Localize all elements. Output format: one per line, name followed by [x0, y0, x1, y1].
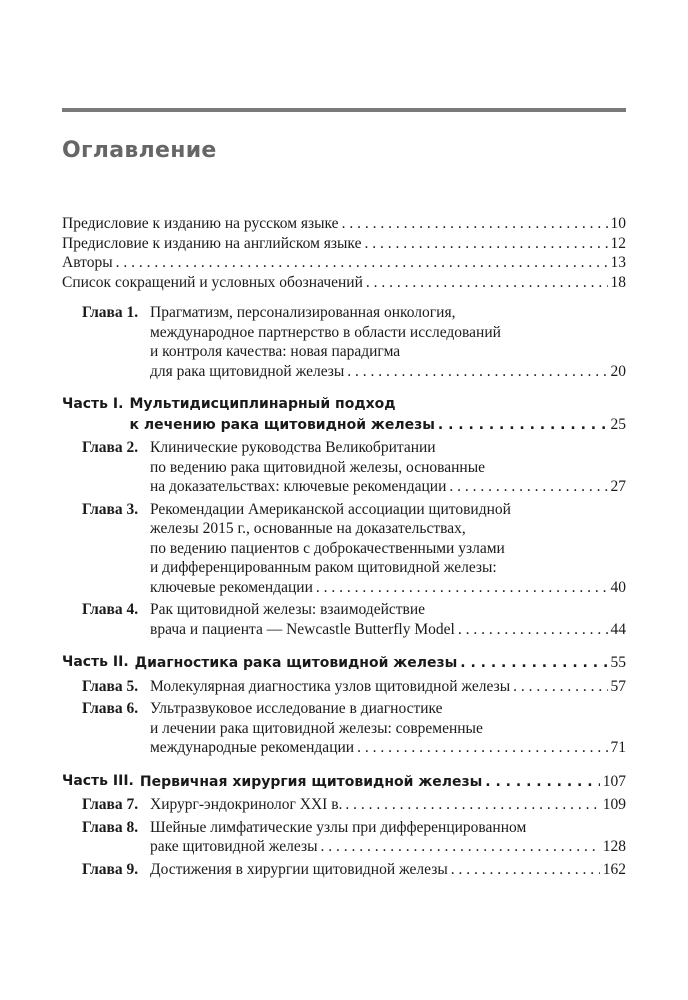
dot-leader: [345, 795, 599, 815]
entry-last-line: [135, 653, 626, 674]
entry-last-line: [129, 415, 626, 436]
entry-body: [62, 214, 626, 234]
page-number: 25: [610, 415, 626, 433]
chapter-entry[interactable]: [62, 438, 626, 497]
entry-title-line: Хирург-эндокринолог XXI в.: [150, 796, 343, 813]
entry-title-line: Достижения в хирургии щитовидной железы: [150, 860, 448, 878]
page-number: 128: [602, 838, 626, 855]
dot-leader: [449, 477, 607, 497]
entry-last-line: [150, 738, 626, 758]
entry-body: [140, 772, 626, 793]
dot-leader: [342, 214, 608, 234]
entry-last-line: [62, 214, 626, 234]
dot-leader: [316, 578, 608, 598]
chapter-entry[interactable]: [62, 677, 626, 697]
page-number: 27: [610, 478, 626, 495]
dot-leader: [451, 860, 600, 880]
page-number: 162: [602, 860, 626, 878]
entry-title-line: раке щитовидной железы: [150, 838, 318, 855]
entry-last-line: [62, 253, 626, 273]
entry-last-line: [150, 795, 626, 815]
page-number: 55: [610, 654, 626, 671]
entry-label: Глава 8.: [82, 818, 139, 836]
entry-label: Часть II.: [62, 654, 129, 670]
page-number: 18: [610, 273, 626, 291]
entry-label: Глава 9.: [82, 860, 139, 878]
dot-leader: [321, 837, 600, 857]
entry-title-line: Клинические руководства Великобритании: [150, 439, 436, 456]
entry-title-line: Список сокращений и условных обозначений: [62, 273, 363, 291]
toc-entry[interactable]: [62, 234, 626, 254]
page-number: 44: [610, 620, 626, 638]
entry-label: Глава 1.: [82, 304, 139, 321]
page-number: 20: [610, 362, 626, 380]
entry-title-line: Мультидисциплинарный подход: [129, 396, 396, 412]
entry-title-line: на доказательствах: ключевые рекомендации: [150, 478, 447, 495]
entry-title-line: Рак щитовидной железы: взаимодействие: [150, 601, 426, 618]
top-rule: [62, 108, 626, 112]
entry-body: [150, 600, 626, 639]
entry-body: [150, 699, 626, 758]
entry-title-line: по ведению пациентов с доброкачественными узлами: [150, 539, 505, 557]
entry-body: [150, 500, 626, 598]
entry-title-line: Предисловие к изданию на английском языке: [62, 234, 362, 252]
entry-last-line: [150, 362, 626, 382]
entry-title-line: и дифференцированным раком щитовидной железы:: [150, 559, 497, 576]
dot-leader: [438, 416, 608, 436]
page-number: 10: [610, 215, 626, 232]
dot-leader: [357, 738, 607, 758]
entry-title-line: по ведению рака щитовидной железы, основанные: [150, 458, 485, 476]
entry-title-line: для рака щитовидной железы: [150, 362, 345, 380]
chapter-entry[interactable]: [62, 818, 626, 857]
dot-leader: [116, 253, 608, 273]
entry-label: Глава 7.: [82, 796, 139, 813]
entry-title-line: Шейные лимфатические узлы при дифференцированном: [150, 818, 527, 836]
chapter-entry[interactable]: [62, 699, 626, 758]
entry-label: Часть I.: [62, 396, 124, 412]
entry-last-line: [150, 477, 626, 497]
chapter-entry[interactable]: [62, 303, 626, 381]
dot-leader: [513, 677, 607, 697]
entry-last-line: [150, 837, 626, 857]
dot-leader: [485, 773, 599, 793]
entry-body: [150, 795, 626, 815]
entry-title-line: Ультразвуковое исследование в диагностике: [150, 700, 443, 717]
entry-title-line: железы 2015 г., основанные на доказательствах,: [150, 520, 466, 537]
entry-title-line: международное партнерство в области исследований: [150, 323, 501, 341]
page-number: 71: [610, 739, 626, 756]
toc-entry[interactable]: [62, 253, 626, 273]
dot-leader: [366, 273, 608, 293]
page-number: 107: [602, 772, 626, 790]
entry-title-line: Прагматизм, персонализированная онкология,: [150, 304, 456, 321]
chapter-entry[interactable]: [62, 500, 626, 598]
dot-leader: [458, 620, 608, 640]
chapter-entry[interactable]: [62, 795, 626, 815]
entry-last-line: [150, 860, 626, 880]
entry-last-line: [150, 677, 626, 697]
entry-title-line: Первичная хирургия щитовидной железы: [139, 773, 483, 790]
entry-label: Глава 2.: [82, 439, 139, 456]
entry-title-line: Молекулярная диагностика узлов щитовидной железы: [150, 677, 511, 695]
entry-title-line: и лечении рака щитовидной железы: современные: [150, 719, 483, 737]
entry-title-line: врача и пациента — Newcastle Butterfly Model: [150, 620, 455, 638]
entry-title-line: международные рекомендации: [150, 739, 355, 756]
entry-body: [150, 818, 626, 857]
page-number: 13: [610, 254, 626, 271]
page-number: 40: [610, 578, 626, 596]
entry-body: [150, 677, 626, 697]
part-entry[interactable]: [62, 653, 626, 674]
entry-last-line: [140, 772, 626, 793]
page-number: 12: [610, 234, 626, 252]
dot-leader: [364, 234, 607, 254]
dot-leader: [347, 362, 607, 382]
toc-entry[interactable]: [62, 214, 626, 234]
chapter-entry[interactable]: [62, 860, 626, 880]
entry-title-line: Авторы: [62, 254, 113, 271]
entry-label: Глава 6.: [82, 700, 139, 717]
entry-body: [129, 395, 626, 435]
entry-body: [150, 303, 626, 381]
entry-label: Глава 4.: [82, 601, 139, 618]
dot-leader: [460, 654, 607, 674]
entry-last-line: [62, 273, 626, 293]
table-of-contents: [62, 214, 626, 879]
entry-body: [62, 273, 626, 293]
toc-entry[interactable]: [62, 273, 626, 293]
entry-label: Часть III.: [62, 772, 134, 789]
entry-body: [62, 253, 626, 273]
entry-body: [62, 234, 626, 254]
entry-last-line: [150, 620, 626, 640]
entry-label: Глава 3.: [82, 500, 139, 518]
entry-title-line: Диагностика рака щитовидной железы: [134, 655, 458, 671]
part-entry[interactable]: [62, 395, 626, 435]
entry-last-line: [150, 578, 626, 598]
entry-last-line: [62, 234, 626, 254]
page-title: Оглавление: [62, 138, 217, 163]
entry-title-line: Предисловие к изданию на русском языке: [62, 215, 339, 232]
part-entry[interactable]: [62, 772, 626, 793]
entry-title-line: ключевые рекомендации: [150, 578, 313, 596]
page-number: 109: [602, 796, 626, 813]
entry-title-line: и контроля качества: новая парадигма: [150, 343, 401, 360]
entry-title-line: к лечению рака щитовидной железы: [129, 416, 435, 433]
page-number: 57: [610, 677, 626, 695]
entry-body: [150, 438, 626, 497]
entry-body: [150, 860, 626, 880]
entry-body: [135, 653, 626, 674]
entry-label: Глава 5.: [82, 677, 139, 695]
entry-title-line: Рекомендации Американской ассоциации щитовидной: [150, 500, 511, 518]
chapter-entry[interactable]: [62, 600, 626, 639]
